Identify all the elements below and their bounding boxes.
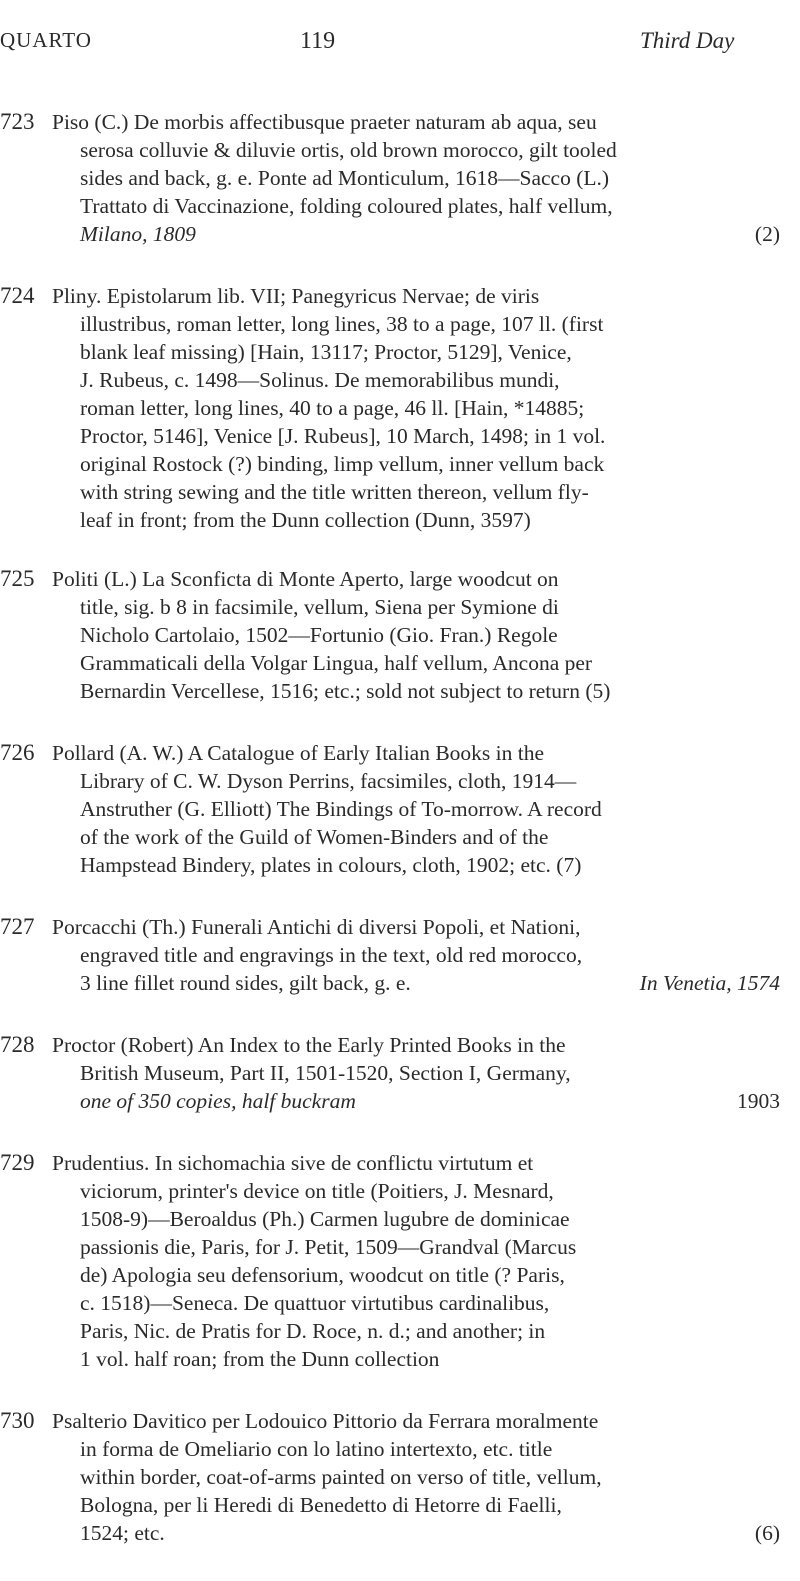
lot-number: 730 — [0, 1408, 35, 1433]
entry-line — [52, 851, 780, 879]
lot-number: 724 — [0, 283, 35, 308]
lot-number: 723 — [0, 109, 35, 134]
entry-line: Grammaticali della Volgar Lingua, half vellum, Ancona per — [80, 651, 593, 675]
entry-line: Library of C. W. Dyson Perrins, facsimiles, cloth, 1914— — [80, 769, 577, 793]
page-number: 119 — [300, 28, 336, 54]
entry-text — [52, 739, 780, 879]
entry-line: Piso (C.) De morbis affectibusque praeter naturam ab aqua, seu — [52, 110, 597, 134]
catalogue-entry — [0, 565, 800, 705]
entry-text — [52, 565, 780, 705]
entry-line: Pollard (A. W.) A Catalogue of Early Italian Books in the — [52, 741, 545, 765]
entry-line: title, sig. b 8 in facsimile, vellum, Siena per Symione di — [80, 595, 559, 619]
entry-line: viciorum, printer's device on title (Poitiers, J. Mesnard, — [80, 1179, 554, 1203]
entry-line-text: Milano, 1809 — [80, 222, 196, 246]
catalogue-entry — [0, 282, 800, 534]
catalogue-entry — [0, 1407, 800, 1547]
entry-line-text: Hampstead Bindery, plates in colours, cloth, 1902; etc. — [80, 853, 551, 877]
volume-count: (6) — [754, 1521, 780, 1545]
catalogue-entries — [0, 108, 800, 1581]
entry-text — [52, 1407, 780, 1547]
entry-line: J. Rubeus, c. 1498—Solinus. De memorabilibus mundi, — [80, 368, 560, 392]
entry-line: within border, coat-of-arms painted on verso of title, vellum, — [80, 1465, 602, 1489]
lot-number: 726 — [0, 740, 35, 765]
entry-line — [52, 969, 780, 997]
entry-line-text: 1524; etc. — [80, 1521, 165, 1545]
entry-line: Bologna, per li Heredi di Benedetto di Hetorre di Faelli, — [80, 1493, 562, 1517]
lot-number: 725 — [0, 566, 35, 591]
entry-line: de) Apologia seu defensorium, woodcut on title (? Paris, — [80, 1263, 565, 1287]
catalogue-entry — [0, 1031, 800, 1115]
entry-line: Prudentius. In sichomachia sive de conflictu virtutum et — [52, 1151, 534, 1175]
entry-line: blank leaf missing) [Hain, 13117; Proctor, 5129], Venice, — [80, 340, 572, 364]
imprint: In Venetia, 1574 — [639, 971, 780, 995]
entry-line: Paris, Nic. de Pratis for D. Roce, n. d.; and another; in — [80, 1319, 546, 1343]
entry-line: engraved title and engravings in the text, old red morocco, — [80, 943, 583, 967]
entry-line: 1 vol. half roan; from the Dunn collection — [80, 1347, 440, 1371]
section-label: QUARTO — [0, 28, 92, 52]
entry-line: roman letter, long lines, 40 to a page, 46 ll. [Hain, *14885; — [80, 396, 585, 420]
entry-line: with string sewing and the title written thereon, vellum fly- — [80, 480, 589, 504]
catalogue-entry — [0, 108, 800, 248]
entry-line — [52, 1519, 780, 1547]
entry-text — [52, 1149, 780, 1373]
entry-text — [52, 108, 780, 248]
lot-number: 729 — [0, 1150, 35, 1175]
entry-text — [52, 1031, 780, 1115]
entry-line: Psalterio Davitico per Lodouico Pittorio da Ferrara moralmente — [52, 1409, 599, 1433]
entry-line: illustribus, roman letter, long lines, 38 to a page, 107 ll. (first — [80, 312, 604, 336]
entry-line: leaf in front; from the Dunn collection (Dunn, 3597) — [80, 508, 531, 532]
entry-line: Proctor (Robert) An Index to the Early Printed Books in the — [52, 1033, 566, 1057]
catalogue-entry — [0, 1149, 800, 1373]
entry-line: Anstruther (G. Elliott) The Bindings of To-morrow. A record — [80, 797, 602, 821]
entry-line-text: Bernardin Vercellese, 1516; etc.; sold not subject to return — [80, 679, 580, 703]
entry-line: of the work of the Guild of Women-Binders and of the — [80, 825, 549, 849]
volume-count: (2) — [754, 222, 780, 246]
entry-line: Politi (L.) La Sconficta di Monte Aperto, large woodcut on — [52, 567, 559, 591]
entry-text — [52, 282, 780, 534]
entry-line: British Museum, Part II, 1501-1520, Section I, Germany, — [80, 1061, 571, 1085]
lot-number: 727 — [0, 914, 35, 939]
entry-line — [52, 677, 780, 705]
catalogue-entry — [0, 739, 800, 879]
lot-number: 728 — [0, 1032, 35, 1057]
entry-line — [52, 220, 780, 248]
entry-line-text: one of 350 copies, half buckram — [80, 1089, 356, 1113]
entry-line: original Rostock (?) binding, limp vellum, inner vellum back — [80, 452, 605, 476]
entry-line: Trattato di Vaccinazione, folding coloured plates, half vellum, — [80, 194, 613, 218]
entry-line: Porcacchi (Th.) Funerali Antichi di diversi Popoli, et Nationi, — [52, 915, 581, 939]
entry-line: in forma de Omeliario con lo latino intertexto, etc. title — [80, 1437, 553, 1461]
day-label: Third Day — [640, 28, 735, 53]
entry-line: 1508-9)—Beroaldus (Ph.) Carmen lugubre de dominicae — [80, 1207, 570, 1231]
entry-line-text: 3 line fillet round sides, gilt back, g. e. — [80, 971, 411, 995]
volume-count: (5) — [585, 679, 611, 703]
entry-line: serosa colluvie & diluvie ortis, old brown morocco, gilt tooled — [80, 138, 617, 162]
volume-count: (7) — [556, 853, 582, 877]
entry-line: sides and back, g. e. Ponte ad Monticulum, 1618—Sacco (L.) — [80, 166, 610, 190]
entry-line: Proctor, 5146], Venice [J. Rubeus], 10 March, 1498; in 1 vol. — [80, 424, 606, 448]
entry-line: Nicholo Cartolaio, 1502—Fortunio (Gio. Fran.) Regole — [80, 623, 558, 647]
imprint-year: 1903 — [737, 1089, 780, 1113]
running-head — [0, 28, 800, 54]
entry-line: passionis die, Paris, for J. Petit, 1509—Grandval (Marcus — [80, 1235, 577, 1259]
entry-line — [52, 1087, 780, 1115]
entry-line: Pliny. Epistolarum lib. VII; Panegyricus Nervae; de viris — [52, 284, 540, 308]
entry-line: c. 1518)—Seneca. De quattuor virtutibus cardinalibus, — [80, 1291, 550, 1315]
catalogue-entry — [0, 913, 800, 997]
entry-text — [52, 913, 780, 997]
